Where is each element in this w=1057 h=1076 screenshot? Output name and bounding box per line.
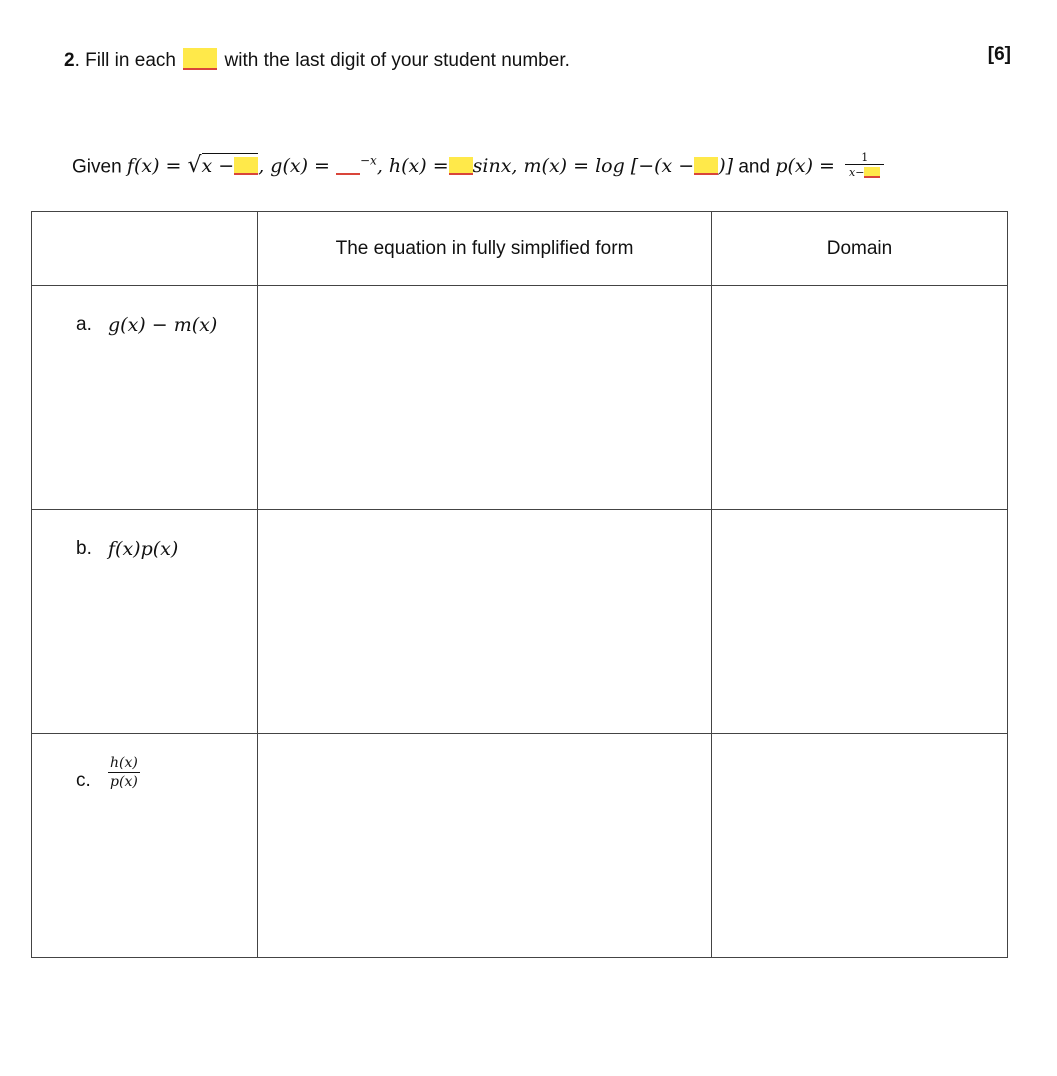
question-number: 2 <box>64 50 75 71</box>
header-domain: Domain <box>712 212 1008 286</box>
table-row <box>32 734 1008 958</box>
and-word: and <box>733 156 776 178</box>
row-expression: g(x) − m(x) <box>108 314 218 336</box>
p-blank <box>864 167 880 178</box>
row-b-domain-cell[interactable] <box>712 510 1008 734</box>
row-c-equation-cell[interactable] <box>258 734 712 958</box>
question-text-before: . Fill in each <box>74 50 176 71</box>
table-header-row <box>32 212 1008 286</box>
row-a-label-cell <box>32 286 258 510</box>
row-c-label-cell <box>32 734 258 958</box>
row-a-equation-cell[interactable] <box>258 286 712 510</box>
m-blank <box>694 157 718 175</box>
row-fraction: h(x) p(x) <box>110 755 138 790</box>
p-fraction: $\frac{1}{x-}$ <box>845 151 884 180</box>
marks-label: [6] <box>987 44 1011 65</box>
g-definition: , g(x) = $^{-x}$ <box>258 154 377 178</box>
header-empty <box>32 212 258 286</box>
row-letter: a. <box>76 314 92 335</box>
row-letter: c. <box>76 769 91 791</box>
h-blank <box>449 157 473 175</box>
row-a-domain-cell[interactable] <box>712 286 1008 510</box>
row-b-label-cell <box>32 510 258 734</box>
question-line <box>64 44 1014 74</box>
question-text-after: with the last digit of your student number. <box>224 50 570 71</box>
header-equation: The equation in fully simplified form <box>258 212 712 286</box>
row-expression: f(x)p(x) <box>108 538 179 560</box>
row-c-domain-cell[interactable] <box>712 734 1008 958</box>
highlight-blank <box>183 48 217 70</box>
given-functions <box>72 146 1032 182</box>
f-definition: f(x) = √x − <box>127 155 258 177</box>
p-definition: p(x) = $\frac{1}{x-}$ <box>775 155 884 177</box>
table-row <box>32 286 1008 510</box>
answer-table <box>31 211 1008 958</box>
row-letter: b. <box>76 538 92 559</box>
table-row <box>32 510 1008 734</box>
row-b-equation-cell[interactable] <box>258 510 712 734</box>
g-blank <box>336 159 360 175</box>
sqrt-symbol: √ <box>187 153 202 179</box>
f-blank <box>234 157 258 175</box>
h-definition: , h(x) = sinx, m(x) = log [−(x − )] <box>376 155 734 178</box>
given-lead: Given <box>72 156 122 178</box>
